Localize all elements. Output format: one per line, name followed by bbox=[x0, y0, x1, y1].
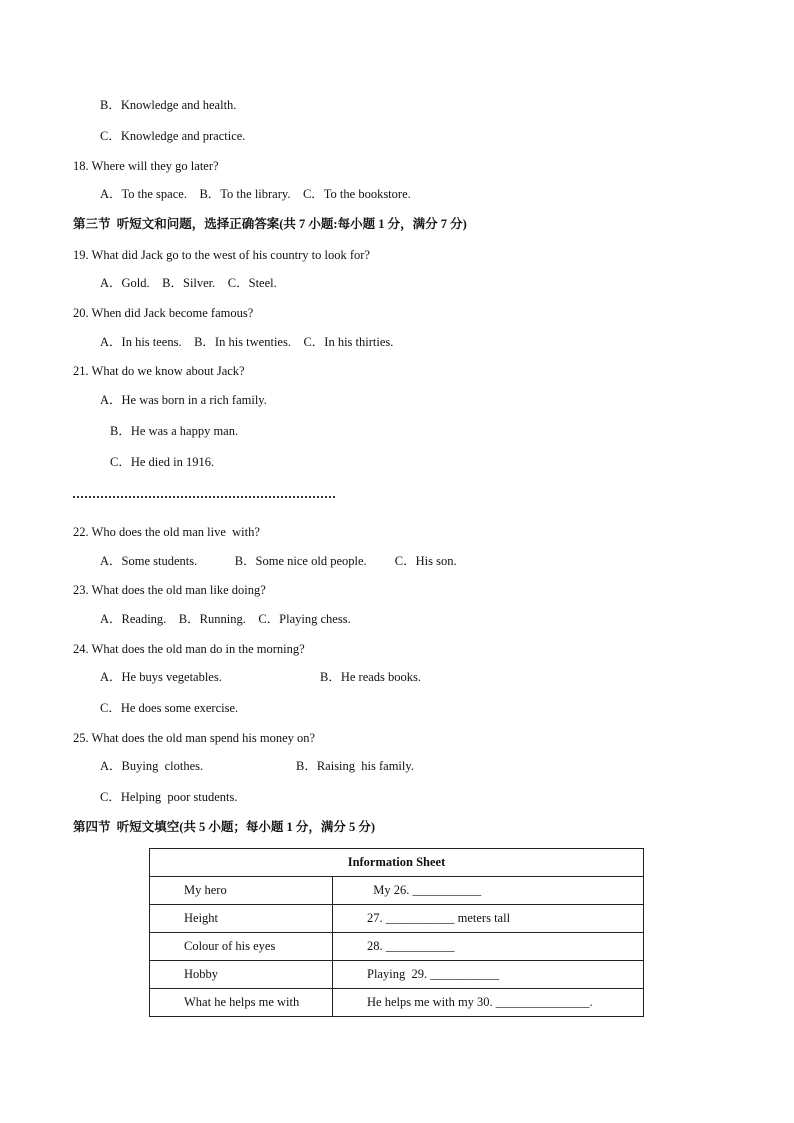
row-value-blank[interactable]: 28. ___________ bbox=[333, 933, 644, 961]
section3-header: 第三节 听短文和问题，选择正确答案(共 7 小题:每小题 1 分，满分 7 分) bbox=[73, 217, 467, 231]
q24-option-c: C．He does some exercise. bbox=[100, 701, 239, 715]
q24-option-a: A．He buys vegetables. bbox=[100, 670, 222, 684]
table-header-row bbox=[150, 849, 644, 877]
q20-question: 20. When did Jack become famous? bbox=[73, 306, 254, 320]
q22-question: 22. Who does the old man live with? bbox=[73, 525, 260, 539]
row-value-blank[interactable]: My 26. ___________ bbox=[333, 877, 644, 905]
row-label: Height bbox=[150, 905, 333, 933]
q24-question: 24. What does the old man do in the morning? bbox=[73, 642, 305, 656]
information-sheet-table bbox=[149, 848, 644, 1017]
q25-option-a: A．Buying clothes. bbox=[100, 759, 204, 773]
table-row bbox=[150, 905, 644, 933]
q21-question: 21. What do we know about Jack? bbox=[73, 364, 245, 378]
table-row bbox=[150, 877, 644, 905]
table-row bbox=[150, 961, 644, 989]
q20-options: A．In his teens. B．In his twenties. C．In his thirties. bbox=[100, 335, 394, 349]
row-label: What he helps me with bbox=[150, 989, 333, 1017]
table-title: Information Sheet bbox=[150, 849, 644, 877]
q21-option-a: A．He was born in a rich family. bbox=[100, 393, 267, 407]
row-label: Hobby bbox=[150, 961, 333, 989]
row-value-blank[interactable]: He helps me with my 30. _______________. bbox=[333, 989, 644, 1017]
q19-question: 19. What did Jack go to the west of his country to look for? bbox=[73, 248, 370, 262]
q23-options: A．Reading. B．Running. C．Playing chess. bbox=[100, 612, 351, 626]
section4-header: 第四节 听短文填空(共 5 小题；每小题 1 分，满分 5 分) bbox=[73, 820, 376, 834]
row-value-blank[interactable]: 27. ___________ meters tall bbox=[333, 905, 644, 933]
table-row bbox=[150, 933, 644, 961]
row-value-blank[interactable]: Playing 29. ___________ bbox=[333, 961, 644, 989]
table-row bbox=[150, 989, 644, 1017]
q21-option-b: B．He was a happy man. bbox=[110, 424, 239, 438]
q19-options: A．Gold. B．Silver. C．Steel. bbox=[100, 276, 277, 290]
q17-option-b: B．Knowledge and health. bbox=[100, 98, 237, 112]
q21-option-c: C．He died in 1916. bbox=[110, 455, 215, 469]
q23-question: 23. What does the old man like doing? bbox=[73, 583, 266, 597]
q18-question: 18. Where will they go later? bbox=[73, 159, 219, 173]
q17-option-c: C．Knowledge and practice. bbox=[100, 129, 246, 143]
q22-options: A．Some students. B．Some nice old people. C．His son. bbox=[100, 554, 457, 568]
q25-option-c: C．Helping poor students. bbox=[100, 790, 238, 804]
q18-options: A．To the space. B．To the library. C．To the bookstore. bbox=[100, 187, 411, 201]
row-label: Colour of his eyes bbox=[150, 933, 333, 961]
row-label: My hero bbox=[150, 877, 333, 905]
q24-option-b: B．He reads books. bbox=[320, 670, 422, 684]
dotted-separator bbox=[73, 492, 335, 498]
q25-option-b: B．Raising his family. bbox=[296, 759, 414, 773]
q25-question: 25. What does the old man spend his money on? bbox=[73, 731, 316, 745]
